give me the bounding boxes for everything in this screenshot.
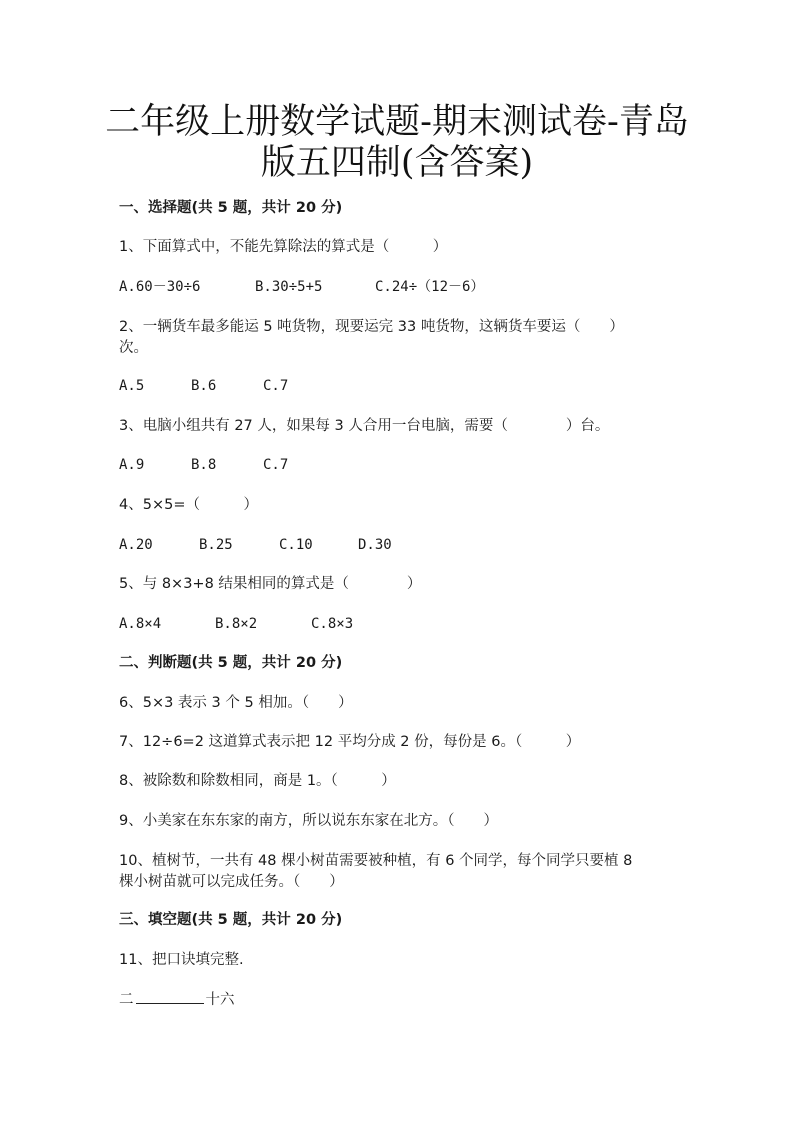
q1-option-b: B.30÷5+5 [255,279,323,295]
page-title-line2: 版五四制(含答案) [260,143,534,183]
question-9: 9、小美家在东东家的南方，所以说东东家在北方。（ ） [119,813,498,829]
q5-option-a: A.8×4 [119,616,162,632]
q4-option-d: D.30 [358,537,392,553]
question-11-item [119,989,235,1010]
q3-option-c: C.7 [263,457,289,473]
q11-prefix: 二 [119,992,134,1008]
question-7: 7、12÷6=2 这道算式表示把 12 平均分成 2 份，每份是 6。（ ） [119,734,581,750]
question-1: 1、下面算式中，不能先算除法的算式是（ ） [119,239,448,255]
question-2-cont: 次。 [119,340,148,356]
q1-option-a: A.60－30÷6 [119,279,201,295]
q5-option-c: C.8×3 [311,616,354,632]
q3-option-b: B.8 [191,457,217,473]
q3-option-a: A.9 [119,457,145,473]
question-2: 2、一辆货车最多能运 5 吨货物，现要运完 33 吨货物，这辆货车要运（ ） [119,319,624,335]
question-10-cont: 棵小树苗就可以完成任务。（ ） [119,874,344,890]
question-5: 5、与 8×3+8 结果相同的算式是（ ） [119,576,422,592]
fill-blank[interactable] [136,989,204,1004]
q1-option-c: C.24÷（12－6） [375,279,485,295]
q4-option-b: B.25 [199,537,233,553]
question-4: 4、5×5=（ ） [119,497,258,513]
q5-option-b: B.8×2 [215,616,258,632]
q4-option-a: A.20 [119,537,153,553]
q4-option-c: C.10 [279,537,313,553]
q2-option-c: C.7 [263,378,289,394]
question-11: 11、把口诀填完整. [119,952,244,968]
question-8: 8、被除数和除数相同，商是 1。（ ） [119,773,396,789]
section-heading-choice: 一、选择题(共 5 题，共计 20 分) [119,200,343,216]
section-heading-judge: 二、判断题(共 5 题，共计 20 分) [119,655,343,671]
q2-option-a: A.5 [119,378,145,394]
question-6: 6、5×3 表示 3 个 5 相加。（ ） [119,695,353,711]
page-title-line1: 二年级上册数学试题-期末测试卷-青岛 [105,102,689,142]
question-3: 3、电脑小组共有 27 人，如果每 3 人合用一台电脑，需要（ ）台。 [119,418,610,434]
q11-suffix: 十六 [205,992,235,1008]
section-heading-fill: 三、填空题(共 5 题，共计 20 分) [119,912,343,928]
q2-option-b: B.6 [191,378,217,394]
question-10: 10、植树节，一共有 48 棵小树苗需要被种植，有 6 个同学，每个同学只要植 8 [119,853,633,869]
